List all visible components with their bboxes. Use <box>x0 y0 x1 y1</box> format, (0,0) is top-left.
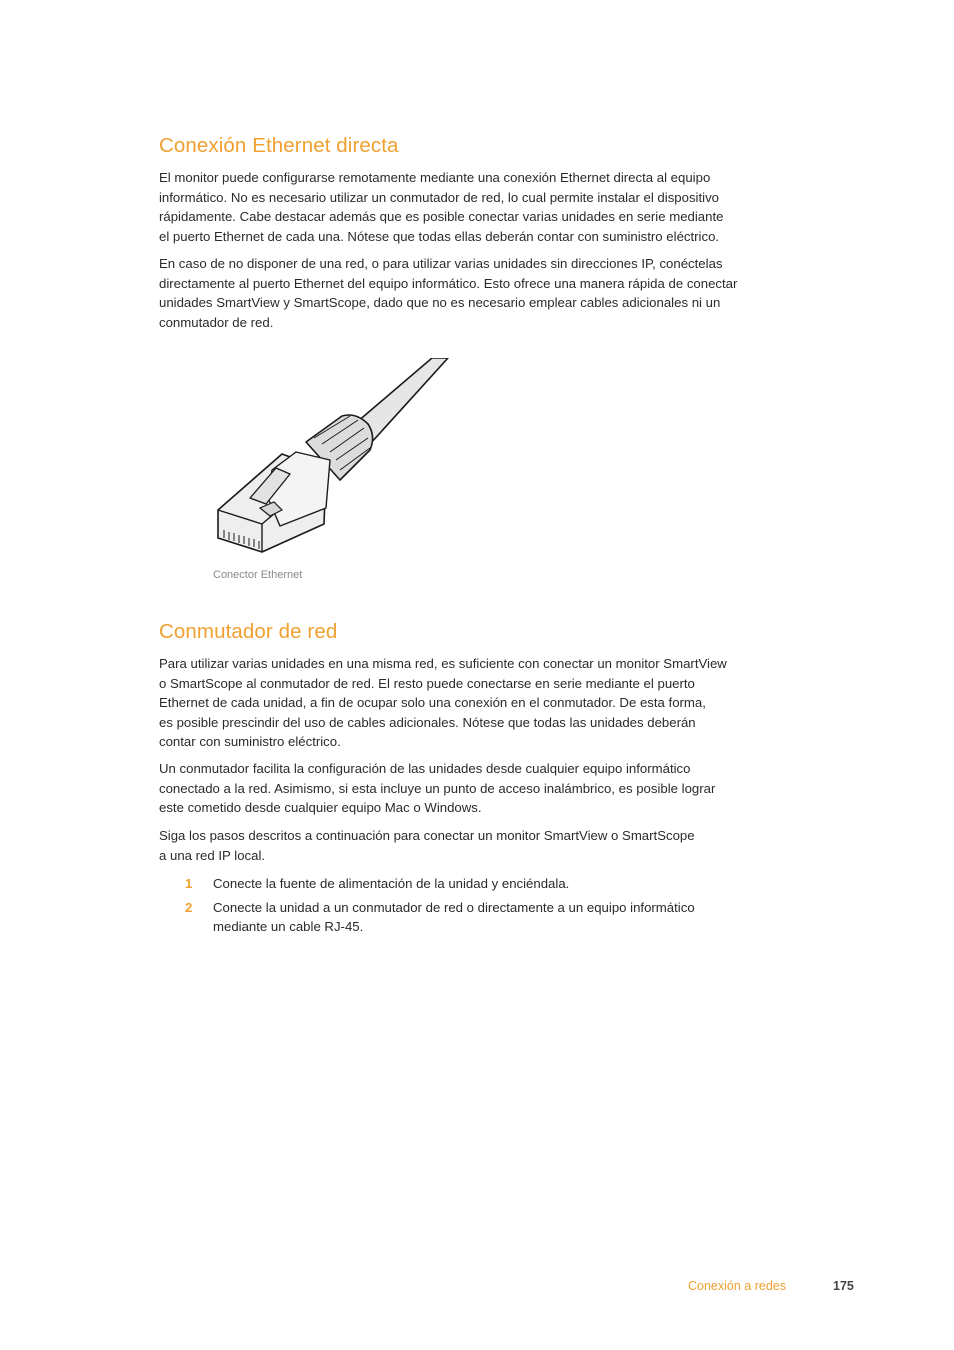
footer-page-number: 175 <box>833 1279 854 1293</box>
text-line: Siga los pasos descritos a continuación para conectar un monitor SmartView o SmartScope <box>159 828 695 843</box>
text-line: o SmartScope al conmutador de red. El resto puede conectarse en serie mediante el puerto <box>159 675 695 691</box>
text-line: unidades SmartView y SmartScope, dado que no es necesario emplear cables adicionales ni un <box>159 295 721 310</box>
text-line: rápidamente. Cabe destacar además que es posible conectar varias unidades en serie mediante <box>159 209 724 224</box>
text-line: contar con suministro eléctrico. <box>159 734 341 749</box>
text-line: Conecte la fuente de alimentación de la unidad y enciéndala. <box>213 876 570 891</box>
text-line: Conecte la unidad a un conmutador de red o directamente a un equipo informático <box>213 899 695 915</box>
footer-section-name: Conexión a redes <box>688 1279 786 1293</box>
step-text <box>213 898 695 937</box>
steps-list <box>159 874 695 941</box>
text-line: Para utilizar varias unidades en una misma red, es suficiente con conectar un monitor SmartView <box>159 656 727 671</box>
text-line: es posible prescindir del uso de cables adicionales. Nótese que todas las unidades deberán <box>159 714 696 730</box>
text-line: conectado a la red. Asimismo, si esta incluye un punto de acceso inalámbrico, es posible lograr <box>159 780 716 796</box>
text-line: En caso de no disponer de una red, o para utilizar varias unidades sin direcciones IP, conéctelas <box>159 256 723 271</box>
step-number: 2 <box>185 899 193 915</box>
paragraph-network-switch-1 <box>159 654 799 752</box>
text-line: este cometido desde cualquier equipo Mac o Windows. <box>159 800 482 815</box>
section-title-network-switch: Conmutador de red <box>159 620 338 643</box>
step-number: 1 <box>185 876 193 891</box>
paragraph-network-switch-2 <box>159 759 799 818</box>
paragraph-direct-ethernet-1 <box>159 168 799 246</box>
text-line: El monitor puede configurarse remotamente mediante una conexión Ethernet directa al equipo <box>159 170 711 185</box>
text-line: Un conmutador facilita la configuración de las unidades desde cualquier equipo informático <box>159 761 691 776</box>
ethernet-connector-figure <box>210 358 460 558</box>
ethernet-connector-icon <box>210 358 460 558</box>
text-line: a una red IP local. <box>159 847 266 863</box>
step-item <box>159 898 695 937</box>
paragraph-network-switch-3 <box>159 826 799 865</box>
text-line: el puerto Ethernet de cada una. Nótese que todas ellas deberán contar con suministro eléctrico. <box>159 228 720 244</box>
text-line: mediante un cable RJ-45. <box>213 919 364 934</box>
text-line: Ethernet de cada unidad, a fin de ocupar solo una conexión en el conmutador. De esta forma, <box>159 695 706 710</box>
paragraph-direct-ethernet-2 <box>159 254 799 332</box>
text-line: conmutador de red. <box>159 314 274 330</box>
step-text <box>213 874 695 894</box>
text-line: directamente al puerto Ethernet del equipo informático. Esto ofrece una manera rápida de conectar <box>159 275 738 291</box>
section-title-direct-ethernet: Conexión Ethernet directa <box>159 134 399 157</box>
figure-caption: Conector Ethernet <box>213 569 303 581</box>
step-item <box>159 874 695 894</box>
text-line: informático. No es necesario utilizar un conmutador de red, lo cual permite instalar el dispositivo <box>159 189 720 205</box>
